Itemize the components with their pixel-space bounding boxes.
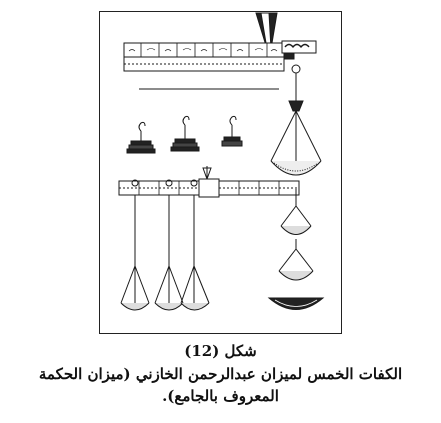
hanging-pan-2 [155,195,183,310]
balance-scale-illustration [99,11,342,334]
large-upper-pan [271,65,321,175]
stacked-pan-1 [281,189,311,235]
weight-set-2 [171,116,199,151]
weight-set-3 [222,116,242,146]
lower-beam [119,166,299,197]
upper-beam [124,41,316,71]
hanging-pan-1 [121,195,149,310]
bottom-bowl [269,298,323,310]
weight-set-1 [127,122,155,153]
hanging-pan-3 [181,195,209,310]
figure-caption: الكفات الخمس لميزان عبدالرحمن الخازني (ميزان الحكمة المعروف بالجامع). [38,365,403,405]
stacked-pan-2 [279,239,313,280]
figure-number: شكل (12) [184,342,257,360]
